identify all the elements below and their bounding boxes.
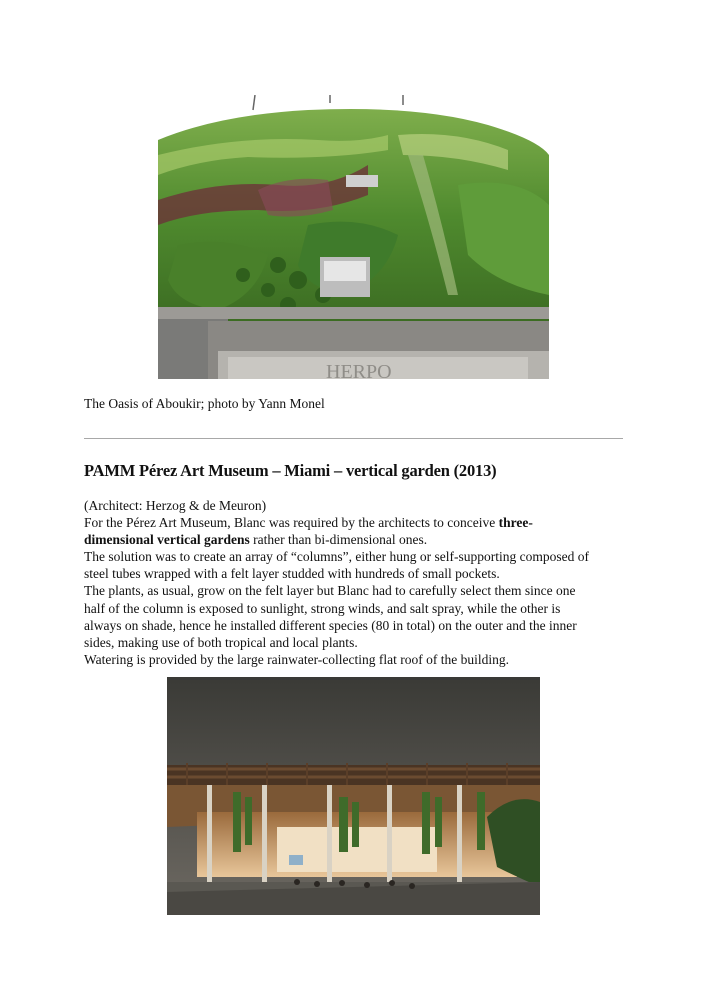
body-line: always on shade, hence he installed different species (80 in total) on the outer and the inner bbox=[84, 617, 577, 633]
vertical-garden-image bbox=[158, 95, 549, 379]
body-line: Watering is provided by the large rainwater-collecting flat roof of the building. bbox=[84, 651, 510, 667]
architect-line: (Architect: Herzog & de Meuron) bbox=[84, 498, 267, 513]
section-body bbox=[84, 497, 629, 668]
storefront-sign-text: HERPO bbox=[326, 361, 392, 379]
intro-bold-b: dimensional vertical gardens bbox=[84, 532, 250, 548]
body-line: The solution was to create an array of “columns”, either hung or self-supporting composed of bbox=[84, 549, 589, 565]
intro-suffix: rather than bi-dimensional ones. bbox=[249, 532, 428, 548]
pamm-museum-photo bbox=[167, 677, 540, 915]
body-line: The plants, as usual, grow on the felt layer but Blanc had to carefully select them since one bbox=[84, 583, 576, 599]
intro-text: For the Pérez Art Museum, Blanc was required by the architects to conceive bbox=[84, 515, 499, 531]
intro-bold-a: three- bbox=[498, 515, 533, 531]
oasis-aboukir-photo bbox=[158, 95, 549, 379]
body-line: steel tubes wrapped with a felt layer studded with hundreds of small pockets. bbox=[84, 566, 500, 582]
divider bbox=[84, 438, 623, 439]
paragraph-intro bbox=[84, 514, 629, 548]
photo-caption: The Oasis of Aboukir; photo by Yann Monel bbox=[84, 396, 325, 411]
museum-image bbox=[167, 677, 540, 915]
body-line: sides, making use of both tropical and local plants. bbox=[84, 634, 358, 650]
body-line: half of the column is exposed to sunlight, strong winds, and salt spray, while the other is bbox=[84, 600, 561, 616]
section-heading: PAMM Pérez Art Museum – Miami – vertical garden (2013) bbox=[84, 461, 497, 480]
